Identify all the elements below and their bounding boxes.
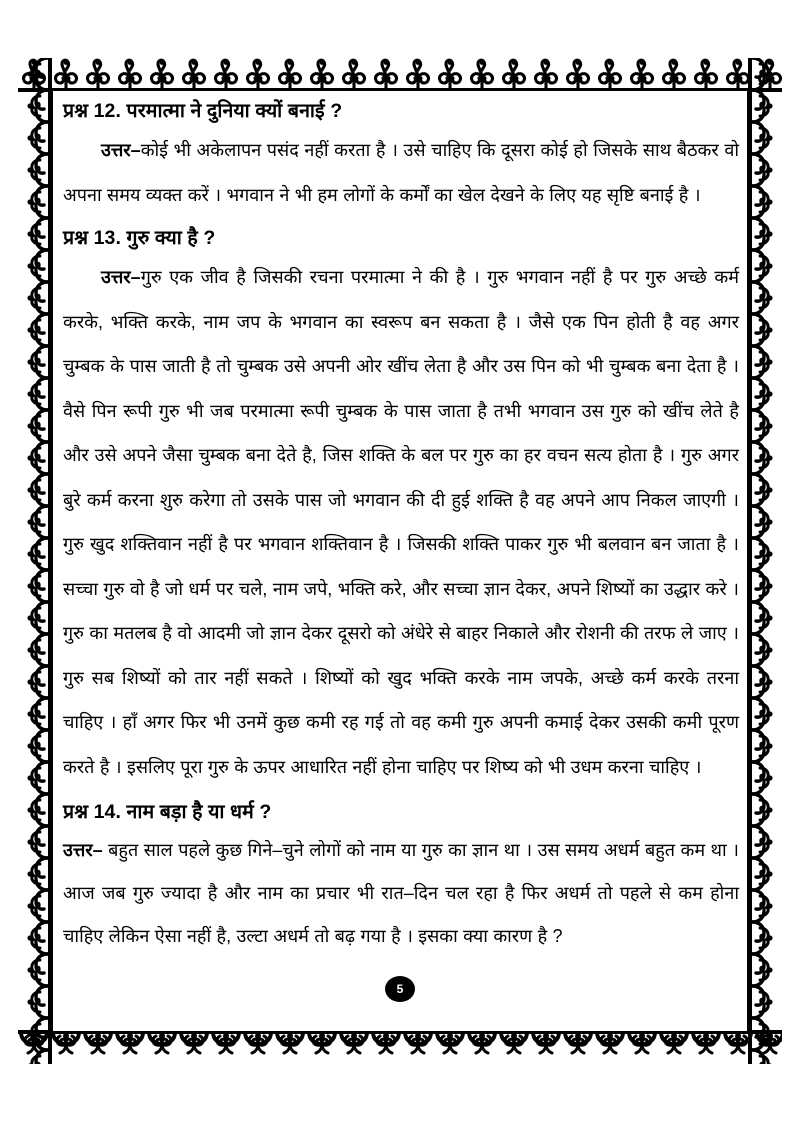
answer-text-12: कोई भी अकेलापन पसंद नहीं करता है । उसे चाहिए कि दूसरा कोई हो जिसके साथ बैठकर वो अपना समय व्यक्त करें । भगवान ने भी हम लोगों के कर्मों का खेल देखने के लिए यह सृष्टि बनाई है । <box>63 140 739 205</box>
decorative-border-bottom <box>18 1030 782 1064</box>
answer-text-14: बहुत साल पहले कुछ गिने–चुने लोगों को नाम या गुरु का ज्ञान था । उस समय अधर्म बहुत कम था । आज जब गुरु ज्यादा है और नाम का प्रचार भी रात–दिन चल रहा है फिर अधर्म तो पहले से कम होना चाहिए लेकिन ऐसा नहीं है, उल्टा अधर्म तो बढ़ गया है । इसका क्या कारण है ? <box>63 840 740 946</box>
question-heading-12: प्रश्न 12. परमात्मा ने दुनिया क्यों बनाई ? <box>63 100 343 122</box>
answer-paragraph-12 <box>63 128 739 217</box>
page-number: 5 <box>396 982 404 996</box>
qa-block-14 <box>63 797 739 958</box>
answer-text-13: गुरु एक जीव है जिसकी रचना परमात्मा ने की है । गुरु भगवान नहीं है पर गुरु अच्छे कर्म करके, भक्ति करके, नाम जप के भगवान का स्वरूप बन सकता है । जैसे एक पिन होती है वह अगर चुम्बक के पास जाती है तो चुम्बक उसे अपनी ओर खींच लेता है और उस पिन को भी चुम्बक बना देता है । वैसे पिन रूपी गुरु भी जब परमात्मा रूपी चुम्बक के पास जाता है तभी भगवान उस गुरु को खींच लेते है और उसे अपने जैसा चुम्बक बना देते है, जिस शक्ति के बल पर गुरु का हर वचन सत्य होता है । गुरु अगर बुरे कर्म करना शुरु करेगा तो उसके पास जो भगवान की दी हुई शक्ति है वह अपने आप निकल जाएगी । गुरु खुद शक्तिवान नहीं है पर भगवान शक्तिवान है । जिसकी शक्ति पाकर गुरु भी बलवान बन जाता है । सच्चा गुरु वो है जो धर्म पर चले, नाम जपे, भक्ति करे, और सच्चा ज्ञान देकर, अपने शिष्यों का उद्धार करे । गुरु का मतलब है वो आदमी जो ज्ञान देकर दूसरो को अंधेरे से बाहर निकाले और रोशनी की तरफ ले जाए । गुरु सब शिष्यों को तार नहीं सकते । शिष्यों को खुद भक्ति करके नाम जपके, अच्छे कर्म करके तरना चाहिए । हाँ अगर फिर भी उनमें कुछ कमी रह गई तो वह कमी गुरु अपनी कमाई देकर उसकी कमी पूरण करते है । इसलिए पूरा गुरु के ऊपर आधारित नहीं होना चाहिए पर शिष्य को भी उधम करना चाहिए । <box>63 267 739 777</box>
answer-label-13: उत्तर– <box>101 267 141 287</box>
document-body <box>63 96 739 1026</box>
answer-paragraph-14 <box>63 829 739 958</box>
qa-block-12 <box>63 96 739 217</box>
question-heading-14: प्रश्न 14. नाम बड़ा है या धर्म ? <box>63 801 272 823</box>
answer-label-14: उत्तर– <box>63 840 109 860</box>
question-heading-13: प्रश्न 13. गुरु क्या है ? <box>63 227 216 249</box>
answer-label-12: उत्तर– <box>101 140 141 160</box>
decorative-border-top <box>18 58 782 92</box>
qa-block-13 <box>63 223 739 789</box>
decorative-border-left <box>18 58 52 1064</box>
decorative-border-right <box>748 58 782 1064</box>
answer-paragraph-13 <box>63 255 739 789</box>
